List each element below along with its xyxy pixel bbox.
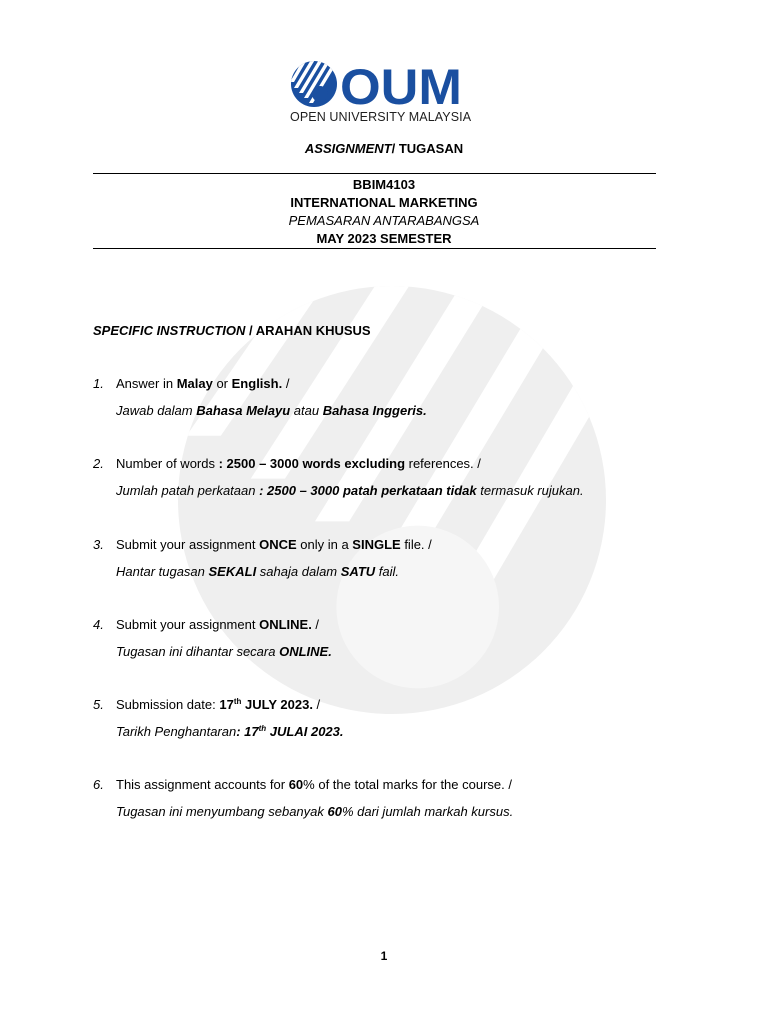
text-segment: Bahasa Melayu xyxy=(196,403,291,418)
item-number: 3. xyxy=(93,537,104,552)
course-code: BBIM4103 xyxy=(352,177,416,192)
item-text-english xyxy=(116,697,320,712)
text-segment: Tugasan ini dihantar secara xyxy=(116,644,280,659)
text-segment: English. xyxy=(231,376,283,391)
title-en: ASSIGNMENT xyxy=(304,141,392,156)
text-segment: Submit your assignment xyxy=(116,537,260,552)
assignment-title xyxy=(0,141,768,156)
text-segment: ONLINE. xyxy=(279,644,332,659)
text-segment: Bahasa Inggeris. xyxy=(322,403,427,418)
item-text-english xyxy=(116,777,512,792)
text-segment: : 2500 – 3000 patah perkataan tidak xyxy=(259,483,477,498)
text-segment: % dari jumlah markah kursus. xyxy=(341,804,514,819)
text-segment: / xyxy=(311,617,320,632)
page-number: 1 xyxy=(380,949,388,963)
top-rule xyxy=(93,173,656,174)
text-segment: 17 xyxy=(219,697,234,712)
item-text-malay xyxy=(116,724,344,739)
title-ms: TUGASAN xyxy=(398,141,464,156)
specific-instruction-heading xyxy=(93,323,371,338)
text-segment: SINGLE xyxy=(352,537,401,552)
item-text-malay xyxy=(116,644,332,659)
text-segment: : 2500 – 3000 words excluding xyxy=(218,456,406,471)
item-text-english xyxy=(116,617,319,632)
text-segment: only in a xyxy=(296,537,353,552)
item-text-malay xyxy=(116,483,584,498)
item-number: 6. xyxy=(93,777,104,792)
item-number: 1. xyxy=(93,376,104,391)
text-segment: ONLINE. xyxy=(259,617,312,632)
text-segment: / xyxy=(312,697,321,712)
logo-wordmark: OUM xyxy=(340,60,462,108)
text-segment: references. / xyxy=(405,456,481,471)
item-text-english xyxy=(116,376,289,391)
text-segment: 60 xyxy=(327,804,342,819)
text-segment: Answer in xyxy=(116,376,177,391)
item-text-english xyxy=(116,456,481,471)
item-text-english xyxy=(116,537,432,552)
instruction-title-en: SPECIFIC INSTRUCTION xyxy=(93,323,246,338)
oum-logo xyxy=(290,60,472,126)
item-text-malay xyxy=(116,804,513,819)
instruction-title-ms: ARAHAN KHUSUS xyxy=(255,323,371,338)
text-segment: SATU xyxy=(340,564,376,579)
text-segment: / xyxy=(282,376,290,391)
title-separator: / xyxy=(391,141,399,156)
text-segment: sahaja dalam xyxy=(256,564,341,579)
text-segment: Jawab dalam xyxy=(116,403,197,418)
text-segment: file. / xyxy=(400,537,432,552)
logo-subtitle: OPEN UNIVERSITY MALAYSIA xyxy=(290,110,472,124)
item-number: 5. xyxy=(93,697,104,712)
semester: MAY 2023 SEMESTER xyxy=(316,231,452,246)
item-number: 2. xyxy=(93,456,104,471)
text-segment: th xyxy=(233,697,242,706)
text-segment: Tugasan ini menyumbang sebanyak xyxy=(116,804,328,819)
item-number: 4. xyxy=(93,617,104,632)
text-segment: Tarikh Penghantaran xyxy=(116,724,237,739)
text-segment: th xyxy=(258,724,267,733)
text-segment: Jumlah patah perkataan xyxy=(116,483,260,498)
text-segment: Malay xyxy=(176,376,213,391)
text-segment: This assignment accounts for xyxy=(116,777,289,792)
text-segment: JULY 2023. xyxy=(241,697,313,712)
course-name-en: INTERNATIONAL MARKETING xyxy=(290,195,478,210)
text-segment: Submit your assignment xyxy=(116,617,260,632)
course-name-ms: PEMASARAN ANTARABANGSA xyxy=(288,213,480,228)
text-segment: atau xyxy=(290,403,323,418)
text-segment: 60 xyxy=(288,777,304,792)
text-segment: termasuk rujukan. xyxy=(476,483,584,498)
text-segment: : 17 xyxy=(236,724,259,739)
text-segment: % of the total marks for the course. / xyxy=(303,777,512,792)
text-segment: ONCE xyxy=(259,537,297,552)
text-segment: Hantar tugasan xyxy=(116,564,209,579)
text-segment: Number of words xyxy=(116,456,219,471)
bottom-rule xyxy=(93,248,656,249)
item-text-malay xyxy=(116,403,427,418)
text-segment: SEKALI xyxy=(208,564,257,579)
text-segment: Submission date: xyxy=(116,697,220,712)
instruction-title-separator: / xyxy=(245,323,256,338)
text-segment: fail. xyxy=(375,564,400,579)
text-segment: JULAI 2023. xyxy=(266,724,344,739)
text-segment: or xyxy=(212,376,232,391)
item-text-malay xyxy=(116,564,399,579)
